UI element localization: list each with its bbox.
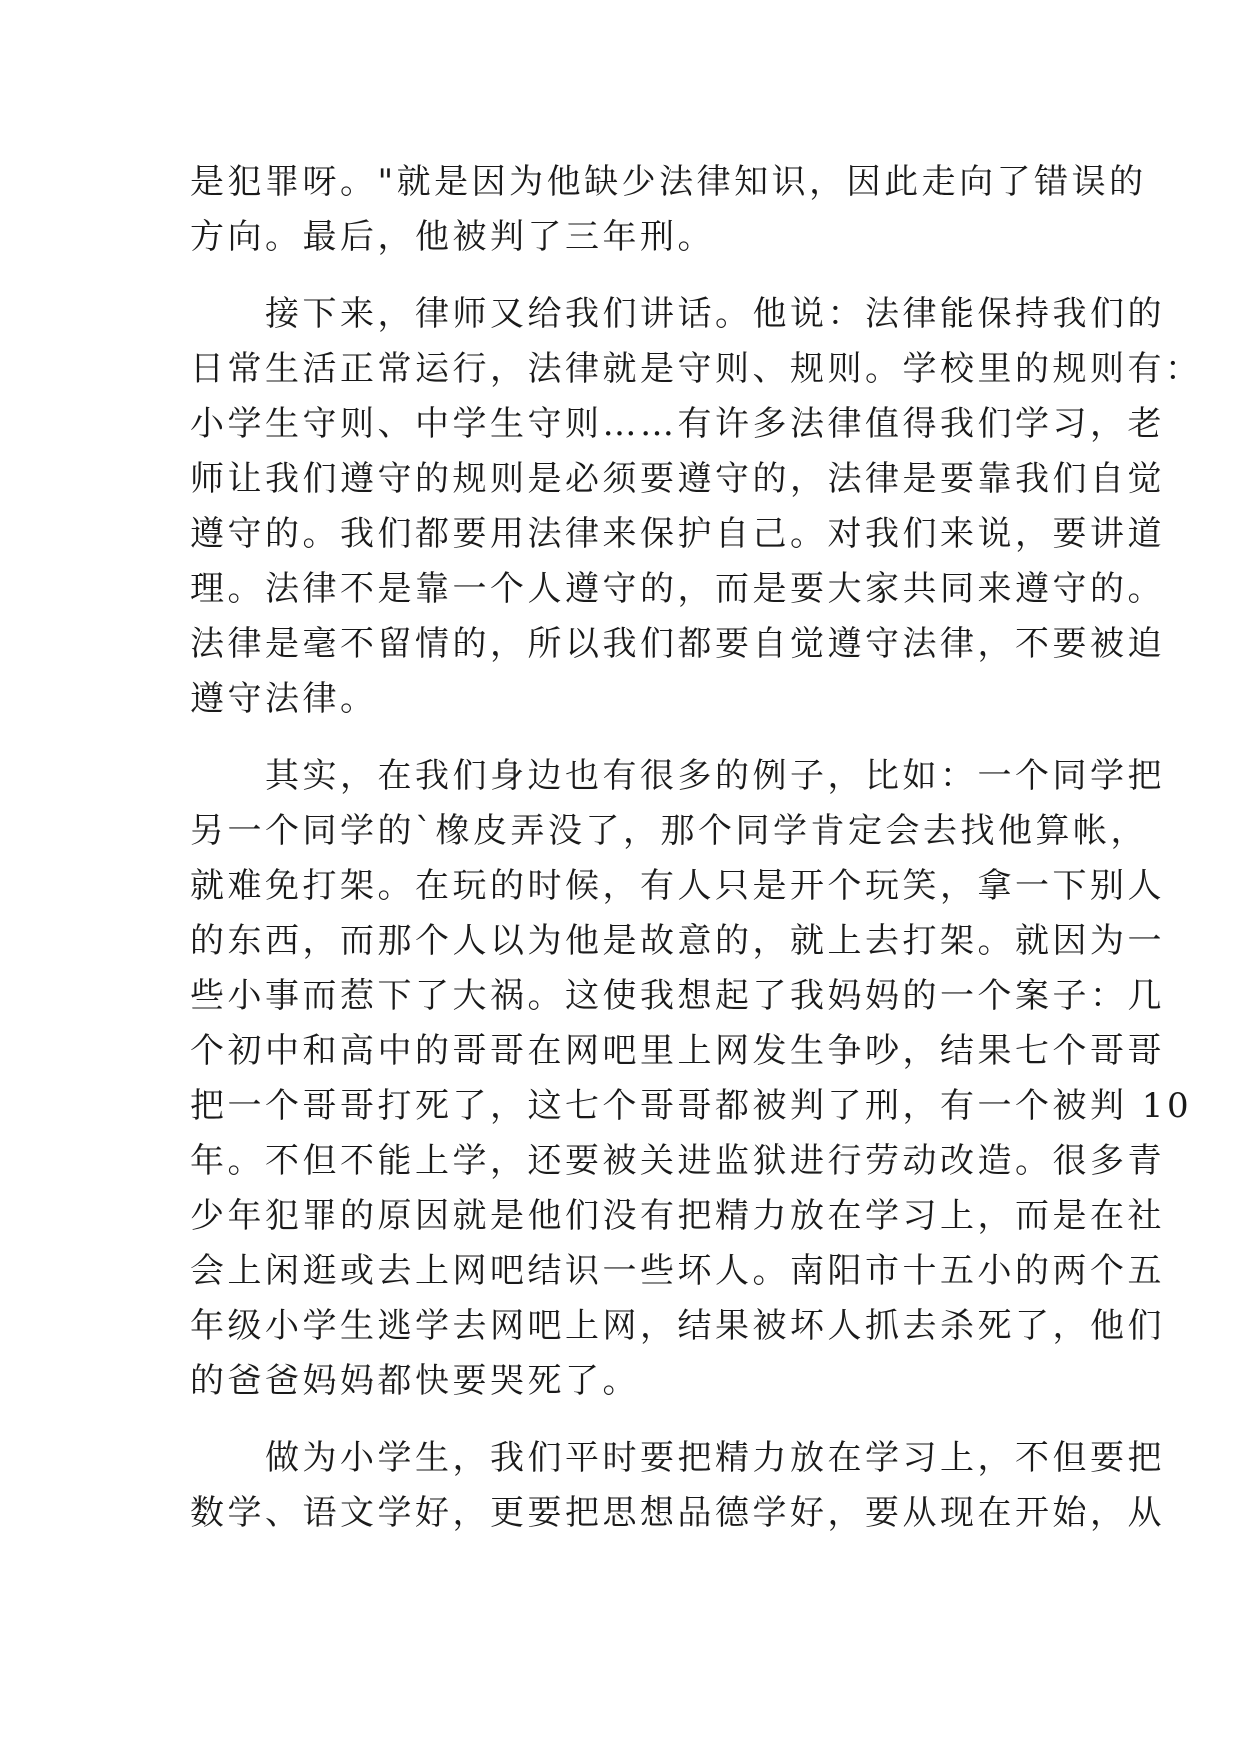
text-line: 个初中和高中的哥哥在网吧里上网发生争吵，结果七个哥哥 — [190, 1031, 1165, 1071]
text-line: 师让我们遵守的规则是必须要遵守的，法律是要靠我们自觉 — [190, 459, 1165, 499]
text-line: 接下来，律师又给我们讲话。他说：法律能保持我们的 — [190, 294, 1165, 334]
text-line: 年级小学生逃学去网吧上网，结果被坏人抓去杀死了，他们 — [190, 1306, 1165, 1346]
paragraph-1 — [190, 155, 1147, 265]
text-line: 少年犯罪的原因就是他们没有把精力放在学习上，而是在社 — [190, 1196, 1165, 1236]
text-line: 遵守的。我们都要用法律来保护自己。对我们来说，要讲道 — [190, 514, 1165, 554]
text-line: 年。不但不能上学，还要被关进监狱进行劳动改造。很多青 — [190, 1141, 1165, 1181]
text-line: 会上闲逛或去上网吧结识一些坏人。南阳市十五小的两个五 — [190, 1251, 1165, 1291]
text-line: 是犯罪呀。"就是因为他缺少法律知识，因此走向了错误的 — [190, 162, 1147, 202]
text-line: 把一个哥哥打死了，这七个哥哥都被判了刑，有一个被判 10 — [190, 1086, 1193, 1126]
text-line: 遵守法律。 — [190, 679, 378, 719]
text-line: 法律是毫不留情的，所以我们都要自觉遵守法律，不要被迫 — [190, 624, 1165, 664]
text-line: 理。法律不是靠一个人遵守的，而是要大家共同来遵守的。 — [190, 569, 1165, 609]
text-line: 方向。最后，他被判了三年刑。 — [190, 217, 715, 257]
document-body — [190, 155, 1203, 1563]
text-line: 做为小学生，我们平时要把精力放在学习上，不但要把 — [190, 1438, 1165, 1478]
text-line: 日常生活正常运行，法律就是守则、规则。学校里的规则有： — [190, 349, 1203, 389]
text-line: 数学、语文学好，更要把思想品德学好，要从现在开始，从 — [190, 1493, 1165, 1533]
text-line: 就难免打架。在玩的时候，有人只是开个玩笑，拿一下别人 — [190, 866, 1165, 906]
text-line: 些小事而惹下了大祸。这使我想起了我妈妈的一个案子：几 — [190, 976, 1165, 1016]
paragraph-4 — [190, 1431, 1165, 1541]
text-line: 小学生守则、中学生守则……有许多法律值得我们学习，老 — [190, 404, 1165, 444]
text-line: 另一个同学的`橡皮弄没了，那个同学肯定会去找他算帐， — [190, 811, 1148, 851]
text-line: 的东西，而那个人以为他是故意的，就上去打架。就因为一 — [190, 921, 1165, 961]
text-line: 的爸爸妈妈都快要哭死了。 — [190, 1361, 640, 1401]
text-line: 其实，在我们身边也有很多的例子，比如：一个同学把 — [190, 756, 1165, 796]
paragraph-2 — [190, 287, 1203, 727]
paragraph-3 — [190, 749, 1193, 1409]
